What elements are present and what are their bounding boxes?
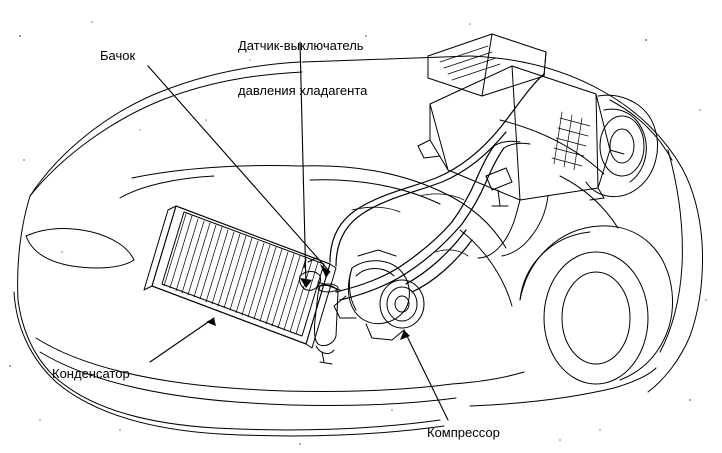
condenser-part <box>144 206 336 348</box>
label-bachok: Бачок <box>100 48 136 63</box>
label-pressure-switch-line1: Датчик-выключатель <box>238 38 364 53</box>
label-condenser: Конденсатор <box>52 366 130 381</box>
label-compressor: Компрессор <box>427 425 500 440</box>
leader-compressor <box>404 330 448 420</box>
leader-arrowheads <box>206 264 410 340</box>
receiver-drier-tank <box>314 282 340 364</box>
label-pressure-switch-line2: давления хладагента <box>238 83 368 98</box>
label-pressure-switch <box>238 8 367 128</box>
leader-condenser <box>150 318 214 362</box>
engine-bay-details <box>352 194 468 256</box>
compressor-part <box>334 250 424 340</box>
hvac-evaporator-housing <box>418 34 657 258</box>
